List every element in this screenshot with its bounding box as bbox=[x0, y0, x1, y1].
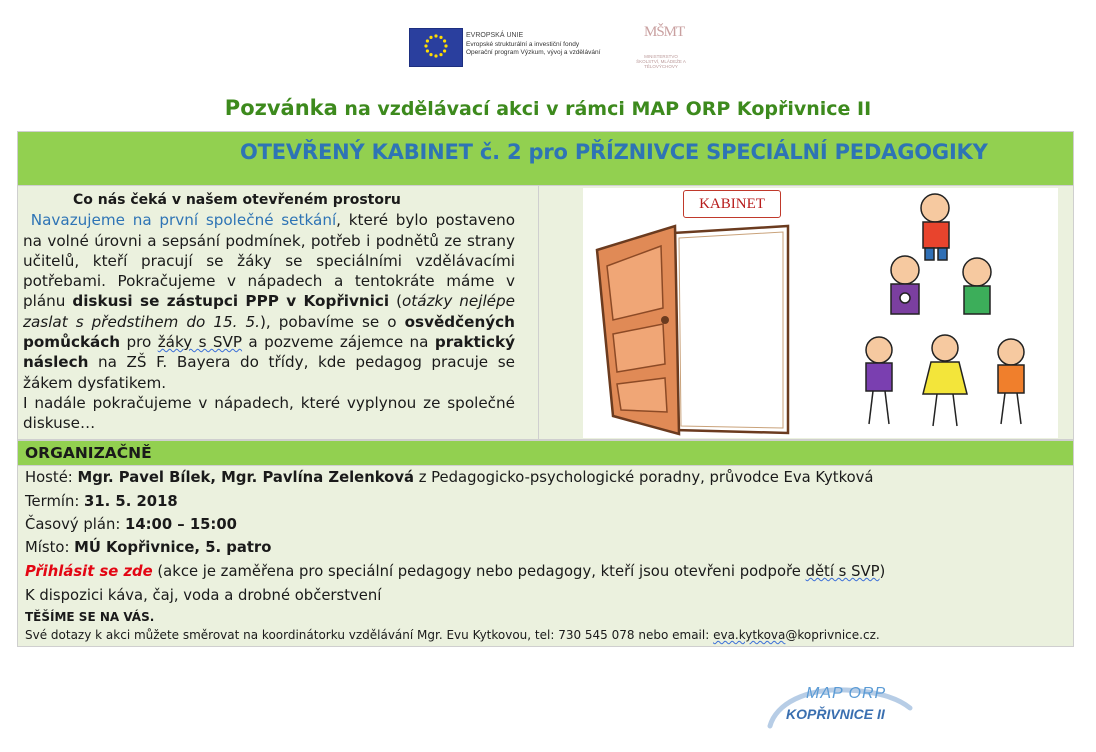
event-title: OTEVŘENÝ KABINET č. 2 pro PŘÍZNIVCE SPECIÁLNÍ PEDAGOGIKY bbox=[240, 140, 988, 164]
signup-note-svp: dětí s SVP bbox=[805, 563, 880, 580]
date-line bbox=[25, 493, 178, 510]
organization-details bbox=[17, 466, 1074, 647]
time-label: Časový plán: bbox=[25, 516, 126, 533]
description-part: na ZŠ F. Bayera do třídy, kde pedagog pracuje se žákem dysfatikem. bbox=[23, 353, 515, 392]
organization-header bbox=[17, 440, 1074, 466]
date-label: Termín: bbox=[25, 493, 85, 510]
place-value: MÚ Kopřivnice, 5. patro bbox=[74, 539, 272, 556]
guests-rest: z Pedagogicko-psychologické poradny, průvodce Eva Kytková bbox=[413, 469, 874, 486]
eu-line-3: Operační program Výzkum, vývoj a vzdělávání bbox=[466, 49, 601, 56]
time-line bbox=[25, 516, 237, 533]
invitation-lead: Pozvánka bbox=[224, 96, 338, 120]
msmt-logo bbox=[632, 24, 690, 69]
map-logo-top: MAP ORP bbox=[806, 685, 887, 702]
kabinet-illustration bbox=[583, 188, 1058, 438]
description-part: a pozveme zájemce na bbox=[242, 333, 435, 352]
map-logo-bottom: KOPŘIVNICE II bbox=[786, 706, 885, 722]
contact-email-domain: @koprivnice.cz. bbox=[785, 628, 880, 642]
tools-text: osvědčených pomůckách bbox=[23, 312, 515, 352]
invitation-title bbox=[0, 96, 1096, 120]
title-banner bbox=[17, 131, 1074, 186]
date-value: 31. 5. 2018 bbox=[84, 493, 178, 510]
msmt-mark: MŠMT bbox=[644, 24, 685, 40]
msmt-caption: MINISTERSTVO ŠKOLSTVÍ, MLÁDEŽE A TĚLOVÝCHOVY bbox=[636, 54, 686, 69]
guests-names: Mgr. Pavel Bílek, Mgr. Pavlína Zelenková bbox=[77, 469, 414, 486]
eu-line-2: Evropské strukturální a investiční fondy bbox=[466, 40, 580, 48]
map-orp-logo bbox=[766, 682, 916, 742]
eu-text-block bbox=[466, 32, 600, 58]
practical-visit-text: praktický náslech bbox=[23, 333, 516, 372]
refreshment-line: K dispozici káva, čaj, voda a drobné občerstvení bbox=[25, 587, 382, 604]
signup-note-end: ) bbox=[879, 563, 886, 580]
contact-line bbox=[25, 628, 880, 642]
door-and-kids-drawing bbox=[583, 188, 1058, 438]
signup-link[interactable]: Přihlásit se zde bbox=[25, 563, 153, 580]
time-value: 14:00 – 15:00 bbox=[125, 516, 237, 533]
guests-label: Hosté: bbox=[25, 469, 78, 486]
eu-line-1: EVROPSKÁ UNIE bbox=[466, 32, 524, 39]
place-label: Místo: bbox=[25, 539, 75, 556]
signup-note: (akce je zaměřena pro speciální pedagogy nebo pedagogy, kteří jsou otevřeni podpoře bbox=[152, 563, 806, 580]
organization-heading: ORGANIZAČNĚ bbox=[25, 444, 152, 462]
description-part: ), pobavíme se o bbox=[259, 312, 405, 331]
guests-line bbox=[25, 469, 874, 486]
continuation-text: I nadále pokračujeme v nápadech, které vyplynou ze společné diskuse… bbox=[23, 393, 515, 433]
description-part: , které bylo postaveno na volné úrovni a sepsání podmínek, potřeb i podnětů ze strany učitelů, kteří pracují se žáky se speciálními vzdělávacími potřebami. Pokračujeme v nápadech a tentokráte máme v plánu bbox=[23, 211, 516, 311]
kabinet-sign: KABINET bbox=[683, 190, 781, 218]
contact-text: Své dotazy k akci můžete směrovat na koordinátorku vzdělávání Mgr. Evu Kytkovou, tel: 730 545 078 nebo email: bbox=[25, 628, 714, 642]
content-row bbox=[17, 186, 1074, 440]
invitation-rest: na vzdělávací akci v rámci MAP ORP Kopřivnice II bbox=[337, 98, 872, 120]
questions-note: otázky nejlépe zaslat s předstihem do 15. 5. bbox=[23, 292, 515, 331]
eu-flag-logo bbox=[409, 28, 463, 67]
description-part: ( bbox=[389, 292, 403, 311]
description-heading: Co nás čeká v našem otevřeném prostoru bbox=[73, 192, 401, 208]
looking-forward-line: TĚŠÍME SE NA VÁS. bbox=[25, 610, 155, 624]
cell-divider bbox=[538, 186, 539, 440]
svp-text: žáky s SVP bbox=[157, 333, 243, 352]
discussion-text: diskusi se zástupci PPP v Kopřivnici bbox=[72, 292, 390, 311]
description-part: pro bbox=[120, 333, 158, 352]
description-text bbox=[23, 190, 515, 434]
first-meeting-text: Navazujeme na první společné setkání bbox=[30, 211, 337, 230]
place-line bbox=[25, 539, 271, 556]
signup-line bbox=[25, 563, 885, 580]
contact-email-user[interactable]: eva.kytkova bbox=[713, 628, 786, 642]
